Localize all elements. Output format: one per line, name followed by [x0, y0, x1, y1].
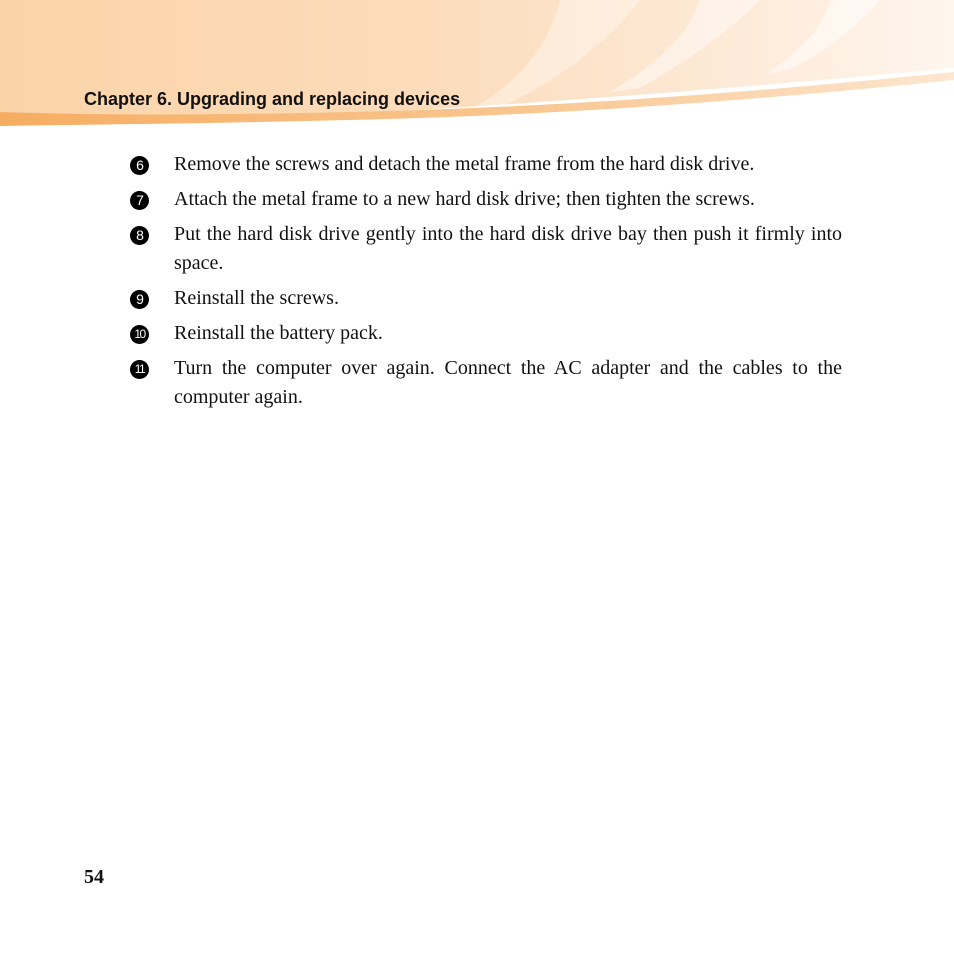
step-text: Remove the screws and detach the metal frame from the hard disk drive.: [174, 153, 755, 175]
instruction-steps-list: [130, 150, 842, 418]
step-item: [130, 354, 842, 412]
step-item: [130, 220, 842, 278]
step-number-badge: 11: [130, 360, 149, 379]
step-text: Attach the metal frame to a new hard disk drive; then tighten the screws.: [174, 188, 755, 210]
chapter-title: Chapter 6. Upgrading and replacing devices: [84, 89, 461, 109]
step-item: [130, 150, 842, 179]
page-number: 54: [84, 866, 104, 888]
step-number-badge: 6: [130, 156, 149, 175]
step-number-badge: 8: [130, 226, 149, 245]
step-text: Reinstall the screws.: [174, 287, 339, 309]
step-text: Reinstall the battery pack.: [174, 322, 383, 344]
step-number-badge: 9: [130, 290, 149, 309]
step-text: Put the hard disk drive gently into the hard disk drive bay then push it firmly into space.: [174, 223, 842, 274]
step-item: [130, 284, 842, 313]
step-number-badge: 10: [130, 325, 149, 344]
step-item: [130, 319, 842, 348]
header-decorative-band: [0, 0, 954, 140]
step-number-badge: 7: [130, 191, 149, 210]
step-text: Turn the computer over again. Connect the AC adapter and the cables to the computer again.: [174, 357, 842, 408]
step-item: [130, 185, 842, 214]
